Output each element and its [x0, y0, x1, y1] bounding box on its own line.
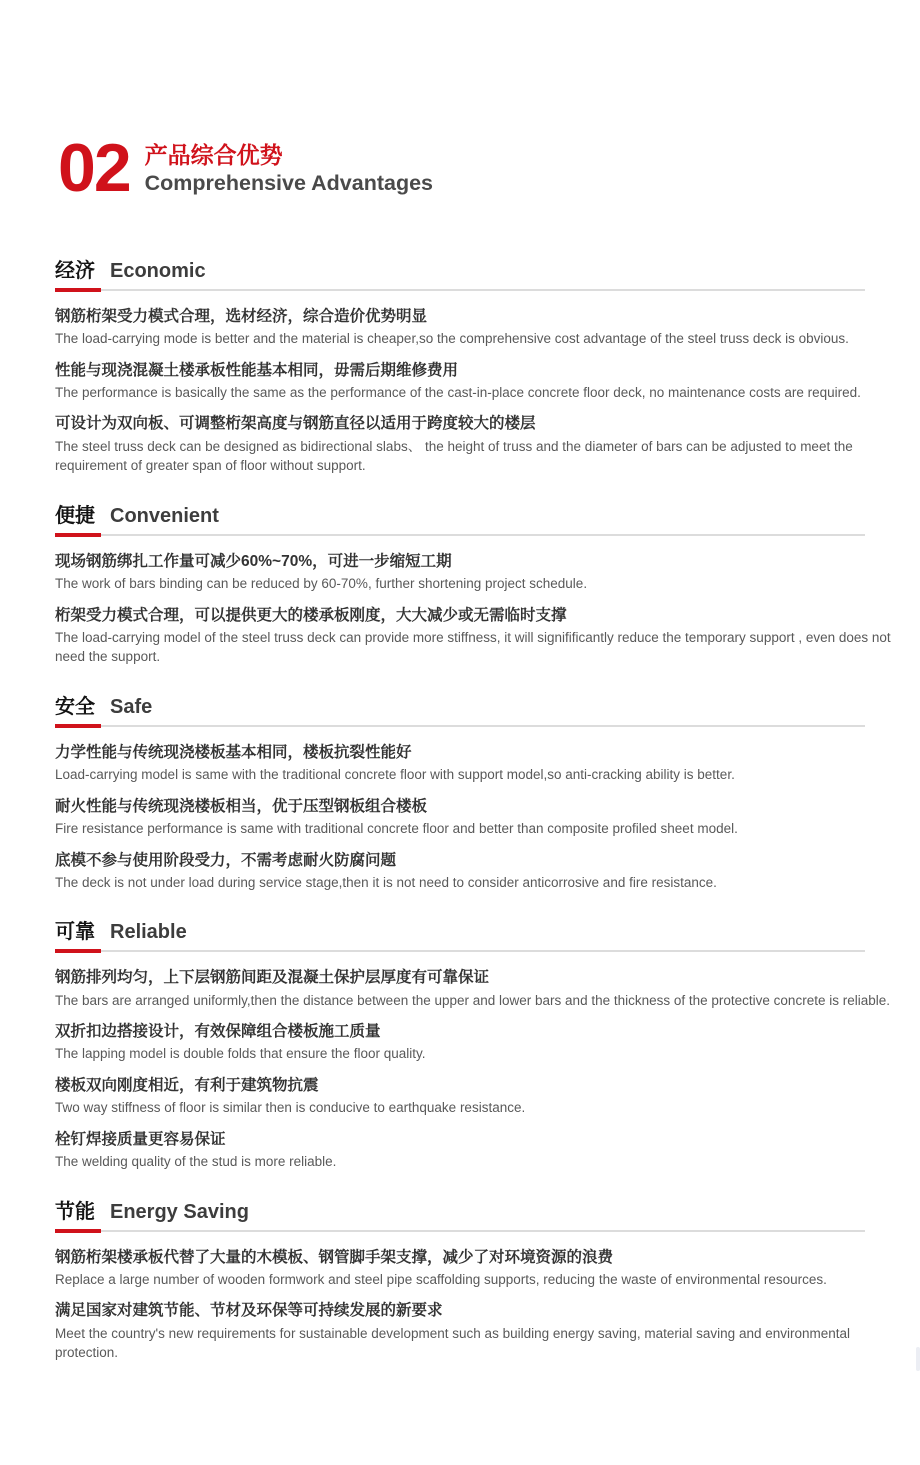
section-divider	[55, 950, 865, 952]
advantage-zh: 满足国家对建筑节能、节材及环保等可持续发展的新要求	[55, 1302, 443, 1320]
advantage-zh: 可设计为双向板、可调整桁架高度与钢筋直径以适用于跨度较大的楼层	[55, 415, 536, 433]
section-number: 02	[58, 130, 130, 206]
advantage-item	[55, 741, 913, 785]
advantage-item	[55, 1299, 913, 1362]
advantage-item	[55, 359, 913, 403]
advantage-item	[55, 1074, 913, 1118]
section-title-en: Energy Saving	[110, 1200, 249, 1223]
section-title-en: Safe	[110, 695, 153, 718]
advantage-en: Load-carrying model is same with the traditional concrete floor with support model,so anti-cracking ability is better.	[55, 767, 735, 783]
section-heading	[55, 915, 913, 944]
section-divider	[55, 725, 865, 727]
section-title-en: Convenient	[110, 504, 219, 527]
advantage-en: The work of bars binding can be reduced by 60-70%, further shortening project schedule.	[55, 576, 588, 591]
advantage-zh: 钢筋桁架楼承板代替了大量的木模板、钢管脚手架支撑，减少了对环境资源的浪费	[55, 1248, 614, 1266]
section-title-zh: 安全	[55, 695, 95, 718]
advantage-item	[55, 1128, 913, 1172]
advantage-item	[55, 795, 913, 839]
page-title-en: Comprehensive Advantages	[144, 171, 433, 196]
section-safe	[55, 690, 913, 892]
section-heading	[55, 254, 913, 283]
advantage-en: The steel truss deck can be designed as bidirectional slabs、 the height of truss and the diameter of bars can be adjusted to meet the requirement of greater span of floor without support.	[55, 438, 853, 474]
advantage-zh: 耐火性能与传统现浇楼板相当，优于压型钢板组合楼板	[55, 797, 428, 815]
section-divider	[55, 1230, 865, 1232]
section-title-zh: 经济	[55, 259, 95, 282]
advantage-item	[55, 305, 913, 349]
section-title-en: Economic	[110, 259, 206, 282]
advantage-item	[55, 1246, 913, 1290]
advantage-en: The bars are arranged uniformly,then the distance between the upper and lower bars and the thickness of the protective concrete is reliable.	[55, 992, 890, 1008]
advantage-zh: 性能与现浇混凝土楼承板性能基本相同，毋需后期维修费用	[55, 361, 459, 379]
section-economic	[55, 254, 913, 476]
page-content	[55, 254, 913, 1363]
page-title-block	[145, 141, 433, 197]
section-reliable	[55, 915, 913, 1171]
advantage-en: Replace a large number of wooden formwork and steel pipe scaffolding supports, reducing the waste of environmental resources.	[55, 1271, 827, 1287]
advantage-en: The deck is not under load during service stage,then it is not need to consider anticorrosive and fire resistance.	[55, 874, 717, 890]
section-title-zh: 便捷	[55, 504, 95, 527]
advantage-item	[55, 412, 913, 475]
advantage-zh: 钢筋排列均匀，上下层钢筋间距及混凝土保护层厚度有可靠保证	[55, 969, 490, 987]
page-header	[58, 130, 920, 206]
advantage-en: Meet the country's new requirements for sustainable development such as building energy saving, material saving and environmental protection.	[55, 1325, 851, 1361]
section-heading	[55, 690, 913, 719]
advantage-zh: 现场钢筋绑扎工作量可减少60%~70%，可进一步缩短工期	[55, 552, 452, 570]
advantage-en: The lapping model is double folds that ensure the floor quality.	[55, 1046, 426, 1062]
section-energy-saving	[55, 1195, 913, 1363]
advantage-zh: 钢筋桁架受力模式合理，选材经济，综合造价优势明显	[55, 307, 428, 325]
advantage-zh: 楼板双向刚度相近，有利于建筑物抗震	[55, 1077, 319, 1094]
section-convenient	[55, 499, 913, 667]
advantage-zh: 双折扣边搭接设计，有效保障组合楼板施工质量	[55, 1023, 381, 1041]
section-divider	[55, 289, 865, 291]
advantage-en: The load-carrying mode is better and the material is cheaper,so the comprehensive cost advantage of the steel truss deck is obvious.	[55, 331, 849, 346]
section-heading	[55, 499, 913, 528]
advantage-zh: 底模不参与使用阶段受力，不需考虑耐火防腐问题	[55, 851, 397, 869]
page-title-zh: 产品综合优势	[144, 142, 283, 168]
document-page	[0, 130, 920, 1465]
advantage-en: Two way stiffness of floor is similar then is conducive to earthquake resistance.	[55, 1100, 526, 1116]
advantage-en: The load-carrying model of the steel truss deck can provide more stiffness, it will signifificantly reduce the temporary support , even does not need the support.	[55, 629, 891, 665]
advantage-zh: 栓钉焊接质量更容易保证	[55, 1130, 226, 1148]
advantage-en: The welding quality of the stud is more reliable.	[55, 1154, 337, 1170]
advantage-item	[55, 849, 913, 893]
advantage-item	[55, 966, 913, 1010]
advantage-item	[55, 1020, 913, 1064]
section-heading	[55, 1195, 913, 1224]
advantage-en: Fire resistance performance is same with traditional concrete floor and better than composite profiled sheet model.	[55, 821, 738, 836]
section-title-en: Reliable	[110, 921, 187, 944]
section-divider	[55, 534, 865, 536]
advantage-zh: 力学性能与传统现浇楼板基本相同，楼板抗裂性能好	[55, 743, 412, 761]
advantage-item	[55, 550, 913, 594]
section-title-zh: 节能	[55, 1200, 95, 1223]
advantage-zh: 桁架受力模式合理，可以提供更大的楼承板刚度，大大减少或无需临时支撑	[55, 606, 567, 624]
advantage-item	[55, 604, 913, 667]
section-title-zh: 可靠	[55, 921, 95, 944]
advantage-en: The performance is basically the same as the performance of the cast-in-place concrete floor deck, no maintenance costs are required.	[55, 384, 861, 400]
page-edge-mark	[916, 1347, 920, 1371]
